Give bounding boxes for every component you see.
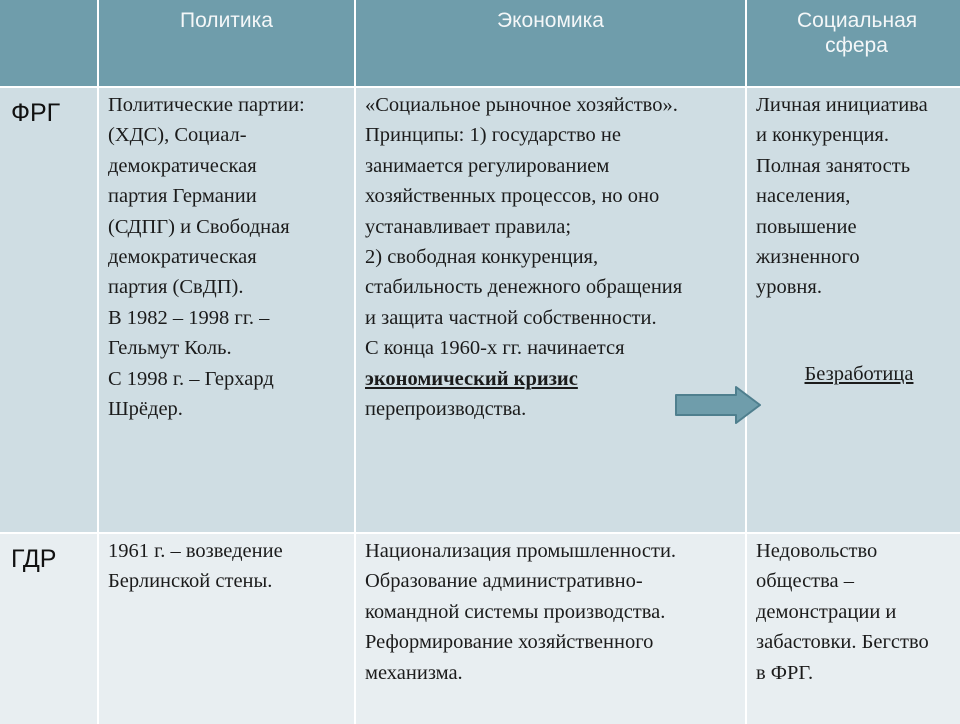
unemployment-label: Безработица [804,362,914,385]
gdr-social-line: демонстрации и [756,600,897,623]
frg-economy-line: «Социальное рыночное хозяйство». [365,94,678,116]
frg-economy-line: С конца 1960-х гг. начинается [365,337,625,360]
frg-politics-line: демократическая [108,154,257,177]
row-label-frg: ФРГ [0,88,97,532]
frg-economy-line: хозяйственных процессов, но оно [365,185,660,208]
frg-politics-line: демократическая [108,246,257,269]
economic-crisis-term: экономический кризис [365,367,578,390]
frg-economy-line: и защита частной собственности. [365,306,657,329]
header-corner [0,0,97,86]
gdr-economy-cell [356,534,745,724]
frg-economy-line: перепроизводства. [365,398,527,421]
frg-social-line: населения, [756,185,851,208]
header-economy: Экономика [356,0,745,86]
frg-politics-line: партия Германии [108,185,257,208]
gdr-economy-line: командной системы производства. [365,600,666,623]
frg-social-line: жизненного [756,246,860,269]
gdr-economy-line: Образование административно- [365,570,643,593]
row-label-gdr: ГДР [0,534,97,724]
header-social: Социальная сфера [747,0,960,86]
right-arrow-icon [674,386,762,424]
frg-politics-line: С 1998 г. – Герхард [108,367,274,390]
header-politics: Политика [99,0,354,86]
gdr-social-line: Недовольство [756,540,878,562]
frg-politics-line: (ХДС), Социал- [108,124,247,147]
frg-economy-cell [356,88,745,532]
spacer [756,333,960,359]
frg-social-line: и конкуренция. [756,124,889,147]
gdr-economy-line: Реформирование хозяйственного [365,631,654,654]
frg-economy-line: 2) свободная конкуренция, [365,246,599,269]
frg-politics-line: Политические партии: [108,94,305,116]
spacer [756,303,960,333]
frg-social-cell [747,88,960,532]
frg-social-line: Личная инициатива [756,94,928,116]
frg-politics-line: партия (СвДП). [108,276,244,299]
gdr-economy-line: механизма. [365,661,463,684]
frg-social-line: Полная занятость [756,154,911,177]
gdr-social-cell [747,534,960,724]
frg-social-line: повышение [756,215,857,238]
frg-economy-line: занимается регулированием [365,154,610,177]
gdr-politics-line: 1961 г. – возведение [108,540,283,562]
frg-politics-line: Шрёдер. [108,398,183,421]
gdr-economy-line: Национализация промышленности. [365,540,677,562]
gdr-social-line: забастовки. Бегство [756,631,929,654]
gdr-social-line: общества – [756,570,855,593]
frg-economy-line: устанавливает правила; [365,215,572,238]
gdr-politics-cell [99,534,354,724]
frg-social-line: уровня. [756,276,822,299]
frg-politics-cell [99,88,354,532]
frg-politics-line: (СДПГ) и Свободная [108,215,290,238]
frg-politics-line: В 1982 – 1998 гг. – [108,306,270,329]
gdr-politics-line: Берлинской стены. [108,570,273,593]
frg-economy-line: стабильность денежного обращения [365,276,683,299]
frg-economy-line: Принципы: 1) государство не [365,124,621,147]
gdr-social-line: в ФРГ. [756,661,814,684]
frg-politics-line: Гельмут Коль. [108,337,232,360]
